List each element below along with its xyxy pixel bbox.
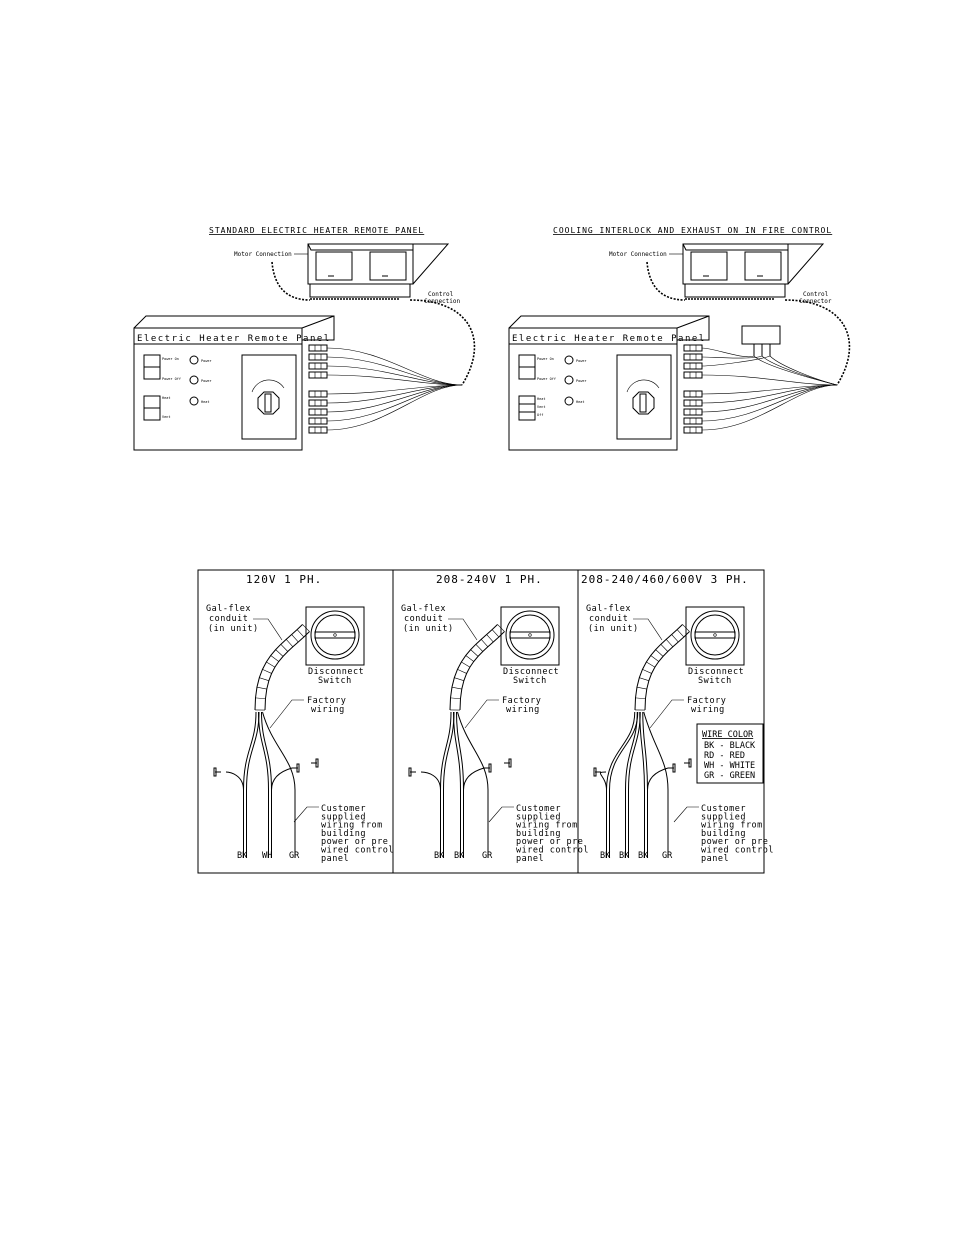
terminal: [684, 427, 702, 433]
terminal: [684, 354, 702, 360]
factory-wire: [244, 712, 260, 858]
wire-label: GR: [662, 851, 673, 861]
light-label-2: Power: [201, 379, 212, 383]
splice-curve: [421, 772, 441, 790]
light-label-1: Power: [576, 359, 587, 363]
light-label-2: Power: [576, 379, 587, 383]
switch2-label-vent: Vent: [162, 415, 171, 419]
customer-label: panel: [321, 853, 350, 864]
customer-label: Customer: [701, 804, 746, 814]
control-connection-label: Control: [428, 291, 454, 298]
panel-title: Electric Heater Remote Panel: [512, 334, 706, 344]
wire-nut-screw: [668, 764, 675, 772]
conduit-label: conduit: [209, 614, 249, 624]
conduit-label: conduit: [404, 614, 444, 624]
wiring-panel-3: [581, 573, 774, 864]
heater-unit: [683, 244, 823, 299]
wire-label: BK: [454, 851, 465, 861]
disconnect-label: Switch: [513, 676, 547, 686]
factory-wire: [640, 712, 648, 858]
gal-flex-conduit: [255, 624, 310, 710]
customer-label: wired control: [516, 845, 590, 856]
light-label-3: Heat: [201, 400, 210, 404]
conduit-label: Gal-flex: [206, 604, 251, 614]
terminal: [309, 418, 327, 424]
customer-label: wiring from: [701, 820, 763, 831]
interlock-relay-box: [742, 326, 780, 356]
customer-label: power or pre: [321, 837, 389, 848]
wire-nut-screw: [409, 768, 416, 776]
factory-wire: [441, 712, 455, 858]
wire-label: BK: [600, 851, 611, 861]
disconnect-label: Disconnect: [308, 667, 365, 677]
cooling-interlock-diagram: [509, 226, 849, 450]
control-wire: [327, 385, 462, 430]
terminal: [684, 391, 702, 397]
heater-unit: [308, 244, 448, 299]
light-label-3: Heat: [576, 400, 585, 404]
motor-connection-label: Motor Connection: [609, 251, 667, 258]
terminal: [309, 345, 327, 351]
panel-header: 208-240V 1 PH.: [436, 573, 543, 586]
diagram-title: COOLING INTERLOCK AND EXHAUST ON IN FIRE CONTROL: [553, 226, 833, 235]
wire-nut-screw: [684, 759, 691, 767]
control-wire: [762, 356, 837, 385]
disconnect-label: Switch: [318, 676, 352, 686]
customer-label: Customer: [321, 804, 366, 814]
switch2-label-heat: Heat: [162, 396, 171, 400]
wire-label: BK: [434, 851, 445, 861]
customer-label: power or pre: [701, 837, 769, 848]
legend-entry: BK - BLACK: [704, 741, 756, 751]
customer-label: wired control: [701, 845, 775, 856]
splice-curve: [648, 768, 669, 790]
wire-label: GR: [482, 851, 493, 861]
wire-color-legend: [697, 724, 763, 783]
control-wire-bundle: [327, 348, 462, 430]
conduit-label: Gal-flex: [586, 604, 631, 614]
terminal-block: [684, 345, 702, 433]
gal-flex-conduit: [450, 624, 505, 710]
factory-label: wiring: [691, 705, 725, 715]
control-wire-bundle: [702, 348, 837, 430]
wire-label: BK: [237, 851, 248, 861]
switch2-label-off: Off: [537, 413, 544, 417]
conduit-label: (in unit): [588, 624, 639, 634]
terminal-block: [309, 345, 327, 433]
wire-nut-screw: [504, 759, 511, 767]
customer-label: panel: [516, 853, 545, 864]
control-wire: [327, 385, 462, 412]
splice-curve: [464, 768, 485, 790]
terminal: [309, 372, 327, 378]
factory-wire: [458, 712, 489, 858]
motor-connection-label: Motor Connection: [234, 251, 292, 258]
wiring-frame: [198, 570, 764, 873]
control-connection-label-2: Connector: [799, 298, 832, 305]
customer-label: supplied: [321, 812, 366, 823]
terminal: [309, 391, 327, 397]
legend-title: WIRE COLOR: [702, 730, 754, 740]
customer-label: building: [701, 828, 746, 839]
wire-label: GR: [289, 851, 300, 861]
legend-entry: GR - GREEN: [704, 771, 756, 781]
wiring-panel-2: [401, 573, 589, 864]
terminal: [309, 427, 327, 433]
control-wire: [702, 385, 837, 412]
terminal: [684, 372, 702, 378]
legend-entry: RD - RED: [704, 751, 745, 761]
panel-header: 120V 1 PH.: [246, 573, 323, 586]
customer-label: building: [321, 828, 366, 839]
factory-label: wiring: [311, 705, 345, 715]
control-connection-label-2: Connection: [424, 298, 461, 305]
wire-nut-screw: [214, 768, 221, 776]
splice-curve: [226, 772, 244, 790]
customer-label: wiring from: [516, 820, 578, 831]
terminal: [684, 418, 702, 424]
switch1-label-off: Power Off: [537, 377, 556, 381]
factory-label: wiring: [506, 705, 540, 715]
gal-flex-conduit: [635, 624, 690, 710]
factory-wire: [263, 712, 296, 858]
wire-label: WH: [262, 851, 273, 861]
splice-curve: [272, 768, 293, 790]
wiring-panels: [206, 573, 774, 864]
wire-nut-screw: [311, 759, 318, 767]
conduit-label: (in unit): [403, 624, 454, 634]
factory-wire: [259, 712, 272, 858]
disconnect-label: Disconnect: [503, 667, 560, 677]
legend-entry: WH - WHITE: [704, 761, 756, 771]
customer-label: wiring from: [321, 820, 383, 831]
switch2-label-vent: Vent: [537, 405, 546, 409]
conduit-label: Gal-flex: [401, 604, 446, 614]
terminal: [309, 400, 327, 406]
standard-remote-panel-diagram: [134, 226, 474, 450]
factory-label: Factory: [687, 696, 727, 706]
terminal: [309, 409, 327, 415]
factory-label: Factory: [307, 696, 347, 706]
light-label-1: Power: [201, 359, 212, 363]
wire-label: BK: [619, 851, 630, 861]
factory-wire: [454, 712, 464, 858]
switch1-label-on: Power On: [537, 357, 554, 361]
splice-curve: [600, 772, 606, 790]
switch1-label-on: Power On: [162, 357, 179, 361]
wire-label: BK: [638, 851, 649, 861]
customer-label: power or pre: [516, 837, 584, 848]
terminal: [684, 363, 702, 369]
diagram-title: STANDARD ELECTRIC HEATER REMOTE PANEL: [209, 226, 425, 235]
customer-label: supplied: [701, 812, 746, 823]
terminal: [684, 409, 702, 415]
control-wire: [327, 357, 462, 385]
wire-nut-screw: [594, 768, 601, 776]
field-wiring-diagram: [198, 570, 764, 873]
customer-label: supplied: [516, 812, 561, 823]
control-wire: [702, 385, 837, 430]
panel-title: Electric Heater Remote Panel: [137, 334, 331, 344]
control-wire: [702, 348, 754, 357]
customer-label: panel: [701, 853, 730, 864]
switch1-label-off: Power Off: [162, 377, 181, 381]
conduit-label: (in unit): [208, 624, 259, 634]
customer-label: building: [516, 828, 561, 839]
terminal: [684, 345, 702, 351]
factory-label: Factory: [502, 696, 542, 706]
terminal: [684, 400, 702, 406]
disconnect-label: Switch: [698, 676, 732, 686]
factory-wire: [607, 712, 638, 858]
customer-label: wired control: [321, 845, 395, 856]
terminal: [309, 363, 327, 369]
control-connection-label: Control: [803, 291, 829, 298]
panel-header: 208-240/460/600V 3 PH.: [581, 573, 749, 586]
customer-label: Customer: [516, 804, 561, 814]
terminal: [309, 354, 327, 360]
wiring-panel-1: [206, 573, 394, 864]
switch2-label-heat: Heat: [537, 397, 546, 401]
wire-nut-screw: [292, 764, 299, 772]
conduit-label: conduit: [589, 614, 629, 624]
disconnect-label: Disconnect: [688, 667, 745, 677]
